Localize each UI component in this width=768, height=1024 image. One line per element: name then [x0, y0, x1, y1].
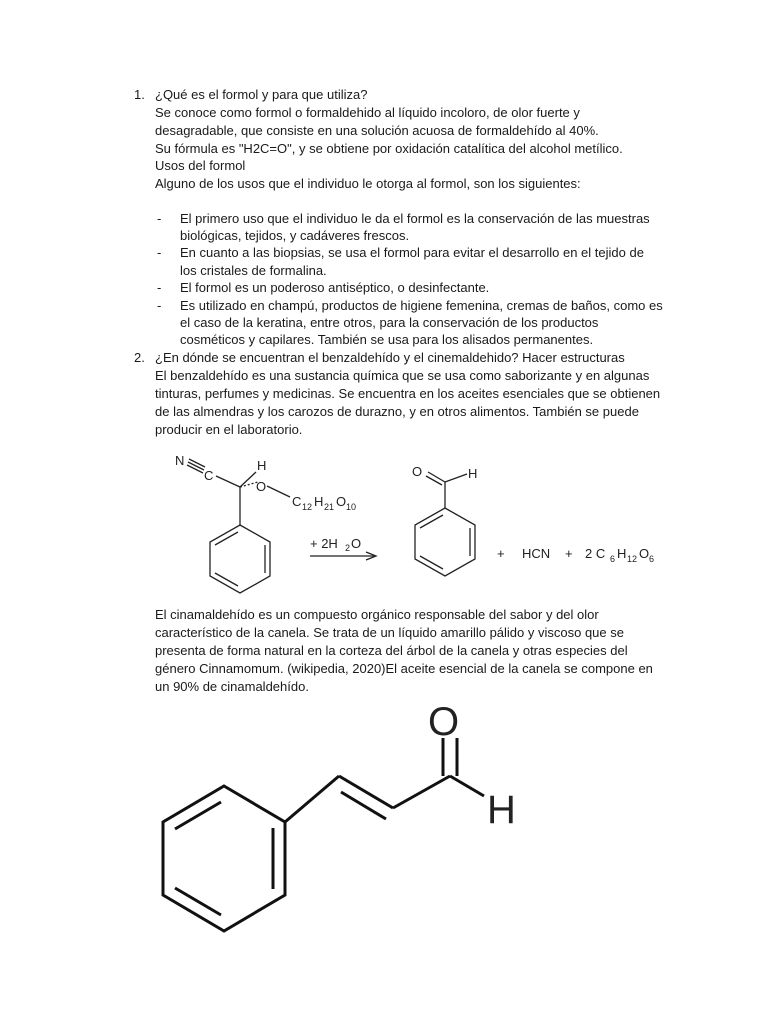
atom-h: H — [257, 458, 267, 473]
glucose-c-sub: 6 — [610, 554, 616, 564]
glucose-o-sub: 6 — [649, 554, 655, 564]
benzaldehyde-text-line: producir en el laboratorio. — [155, 422, 303, 437]
carbonyl-oxygen: O — [428, 700, 460, 744]
benzaldehyde-h: H — [468, 466, 478, 481]
atom-o: O — [256, 479, 267, 494]
hcn-label: HCN — [522, 546, 551, 561]
bullet-dash: - — [157, 245, 162, 260]
cinnamaldehyde-text-line: género Cinnamomum. (wikipedia, 2020)El aceite esencial de la canela se compone en — [155, 661, 653, 676]
q1-body-line: desagradable, que consiste en una solución acuosa de formaldehído al 40%. — [155, 123, 599, 138]
atom-c: C — [204, 468, 214, 483]
glucose-h-sub: 12 — [627, 554, 638, 564]
glucose-c: 2 C — [585, 546, 606, 561]
bullet-line: El formol es un poderoso antiséptico, o desinfectante. — [180, 280, 490, 295]
uses-intro: Alguno de los usos que el individuo le otorga al formol, son los siguientes: — [155, 176, 581, 191]
sugar-h: H — [314, 494, 324, 509]
bullet-line: Es utilizado en champú, productos de higiene femenina, cremas de baños, como es — [180, 298, 663, 313]
atom-n: N — [175, 453, 185, 468]
sugar-c: C — [292, 494, 302, 509]
benzaldehyde-text-line: El benzaldehído es una sustancia química que se usa como saborizante y en algunas — [155, 368, 650, 383]
cinnamaldehyde-text-line: característico de la canela. Se trata de un líquido amarillo pálido y viscoso que se — [155, 625, 624, 640]
bullet-dash: - — [157, 280, 162, 295]
q1-number: 1. — [134, 87, 145, 102]
q2-title: ¿En dónde se encuentran el benzaldehído y el cinemaldehido? Hacer estructuras — [155, 350, 625, 365]
sugar-o-sub: 10 — [346, 502, 357, 512]
reagent-water-o: O — [351, 536, 362, 551]
plus-sign: + — [497, 546, 505, 561]
bullet-line: los cristales de formalina. — [180, 263, 327, 278]
bullet-dash: - — [157, 211, 162, 226]
q2-number: 2. — [134, 350, 145, 365]
glucose-h: H — [617, 546, 627, 561]
sugar-c-sub: 12 — [302, 502, 313, 512]
bullet-line: cosméticos y capilares. También se usa para los alisados permanentes. — [180, 332, 594, 347]
q1-title: ¿Qué es el formol y para que utiliza? — [155, 87, 368, 102]
cinnamaldehyde-text-line: presenta de forma natural en la corteza del árbol de la canela y otras especies del — [155, 643, 628, 658]
plus-sign: + — [565, 546, 573, 561]
bullet-line: biológicas, tejidos, y cadáveres frescos. — [180, 228, 410, 243]
bullet-line: el caso de la keratina, entre otros, para la conservación de los productos — [180, 315, 599, 330]
benzaldehyde-text-line: de las almendras y los carozos de durazno, y en otros alimentos. También se puede — [155, 404, 639, 419]
cinnamaldehyde-text-line: El cinamaldehído es un compuesto orgánico responsable del sabor y del olor — [155, 607, 599, 622]
reagent-water: + 2H — [310, 536, 338, 551]
bullet-dash: - — [157, 298, 162, 313]
uses-heading: Usos del formol — [155, 158, 246, 173]
benzaldehyde-text-line: tinturas, perfumes y medicinas. Se encuentra en los aceites esenciales que se obtienen — [155, 386, 661, 401]
reagent-water-sub: 2 — [345, 543, 351, 553]
q1-body-line: Se conoce como formol o formaldehido al líquido incoloro, de olor fuerte y — [155, 105, 580, 120]
aldehyde-hydrogen: H — [487, 788, 516, 832]
bullet-line: El primero uso que el individuo le da el formol es la conservación de las muestras — [180, 211, 650, 226]
glucose-o: O — [639, 546, 650, 561]
sugar-o: O — [336, 494, 347, 509]
benzaldehyde-o: O — [412, 464, 423, 479]
cinnamaldehyde-text-line: un 90% de cinamaldehído. — [155, 679, 309, 694]
q1-body-line: Su fórmula es "H2C=O", y se obtiene por oxidación catalítica del alcohol metílico. — [155, 141, 623, 156]
sugar-h-sub: 21 — [324, 502, 335, 512]
bullet-line: En cuanto a las biopsias, se usa el formol para evitar el desarrollo en el tejido de — [180, 245, 644, 260]
